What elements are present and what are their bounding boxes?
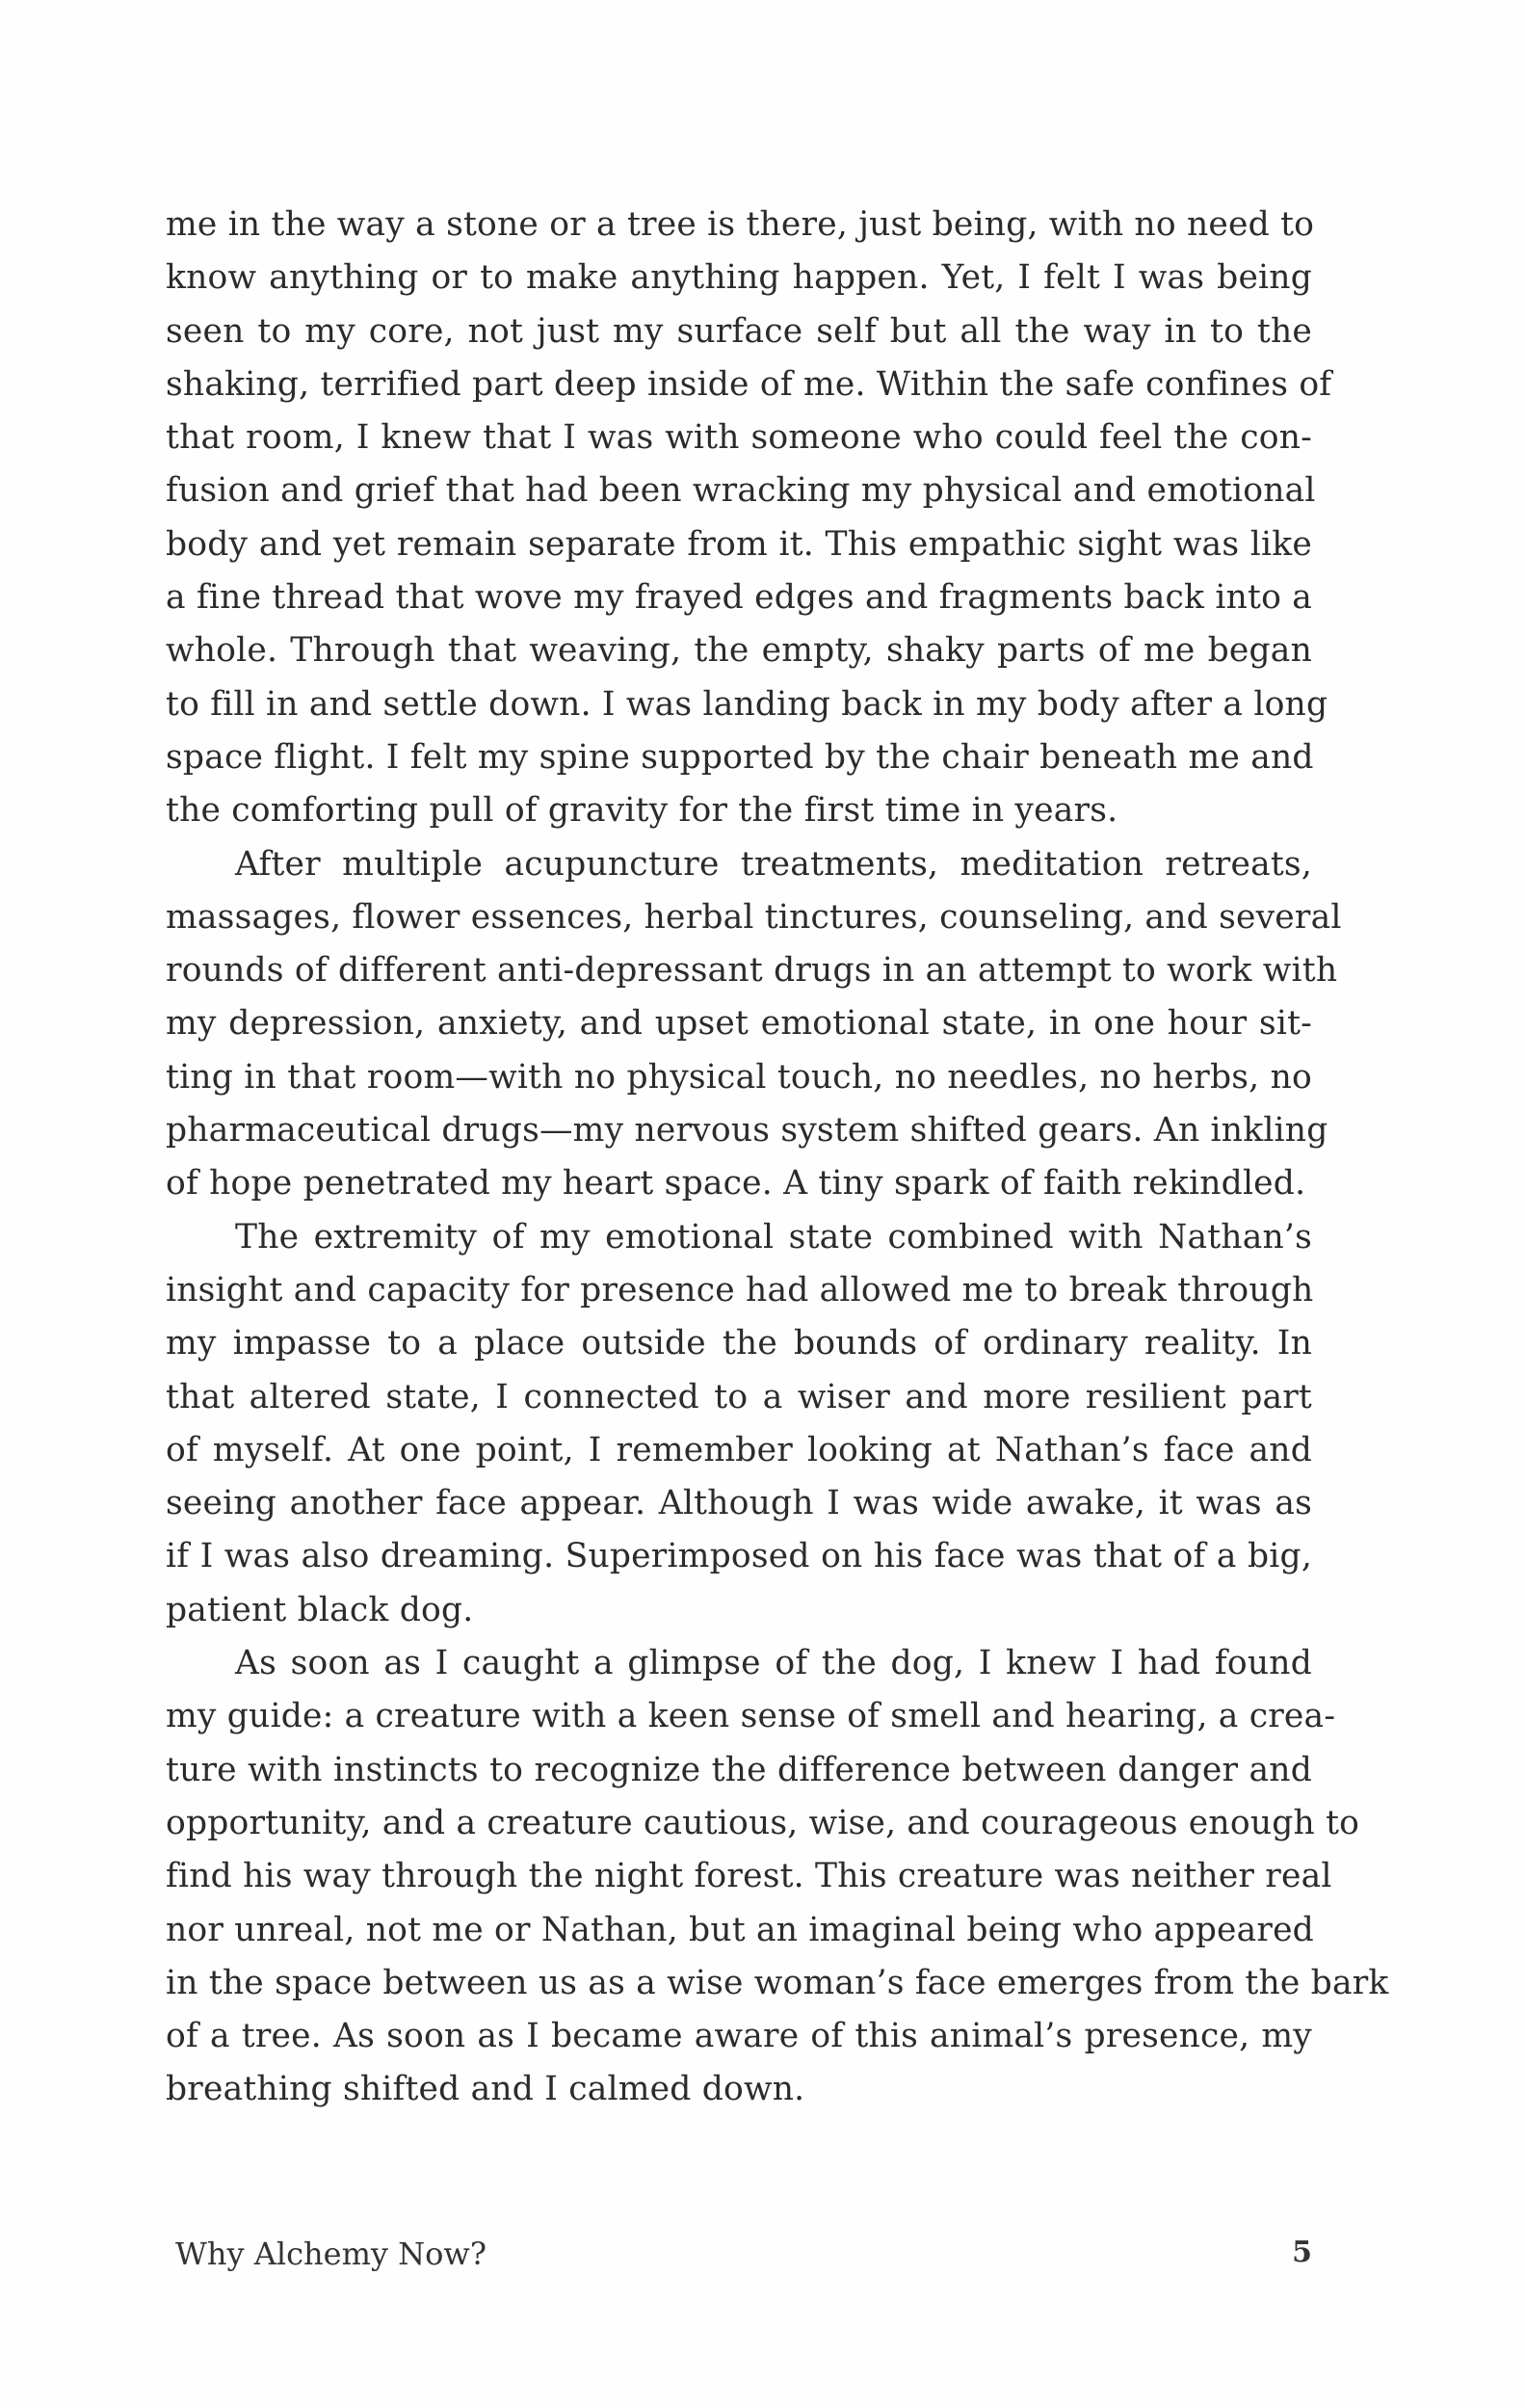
text-line: of a tree. As soon as I became aware of this animal’s presence, my xyxy=(166,2017,1312,2056)
text-line: know anything or to make anything happen. Yet, I felt I was being xyxy=(166,258,1312,298)
text-line: patient black dog. xyxy=(166,1590,474,1629)
text-line: fusion and grief that had been wracking my physical and emotional xyxy=(166,471,1316,511)
text-line: seen to my core, not just my surface self but all the way in to the xyxy=(166,311,1312,351)
text-line: of myself. At one point, I remember looking at Nathan’s face and xyxy=(166,1430,1312,1469)
text-line: me in the way a stone or a tree is there, just being, with no need to xyxy=(166,205,1315,244)
text-line: space flight. I felt my spine supported by the chair beneath me and xyxy=(166,737,1314,777)
text-line: pharmaceutical drugs—my nervous system shifted gears. An inkling xyxy=(166,1111,1328,1151)
text-line: the comforting pull of gravity for the first time in years. xyxy=(166,791,1118,831)
text-line: The extremity of my emotional state combined with Nathan’s xyxy=(235,1217,1312,1257)
text-line: nor unreal, not me or Nathan, but an imaginal being who appeared xyxy=(166,1910,1314,1949)
text-line: After multiple acupuncture treatments, meditation retreats, xyxy=(235,844,1312,884)
text-line: my depression, anxiety, and upset emotional state, in one hour sit- xyxy=(166,1004,1312,1044)
text-line: insight and capacity for presence had allowed me to break through xyxy=(166,1270,1314,1310)
text-line: in the space between us as a wise woman’s face emerges from the bark xyxy=(166,1963,1389,2002)
text-line: body and yet remain separate from it. This empathic sight was like xyxy=(166,524,1312,564)
text-line: rounds of different anti-depressant drugs in an attempt to work with xyxy=(166,951,1338,991)
paragraph xyxy=(166,198,1332,838)
paragraph xyxy=(166,838,1342,1211)
text-line: whole. Through that weaving, the empty, shaky parts of me began xyxy=(166,631,1312,671)
text-line: find his way through the night forest. This creature was neither real xyxy=(166,1857,1332,1896)
text-line: shaking, terrified part deep inside of me. Within the safe confines of xyxy=(166,364,1332,404)
text-line: seeing another face appear. Although I was wide awake, it was as xyxy=(166,1484,1312,1523)
text-line: ture with instincts to recognize the difference between danger and xyxy=(166,1750,1312,1789)
text-line: if I was also dreaming. Superimposed on his face was that of a big, xyxy=(166,1537,1312,1576)
paragraph xyxy=(166,1637,1389,2117)
text-line: my guide: a creature with a keen sense of smell and hearing, a crea- xyxy=(166,1697,1336,1736)
text-line: breathing shifted and I calmed down. xyxy=(166,2070,805,2109)
text-line: of hope penetrated my heart space. A tiny spark of faith rekindled. xyxy=(166,1164,1306,1204)
text-line: As soon as I caught a glimpse of the dog, I knew I had found xyxy=(235,1644,1312,1683)
text-line: massages, flower essences, herbal tinctures, counseling, and several xyxy=(166,897,1342,937)
text-line: my impasse to a place outside the bounds of ordinary reality. In xyxy=(166,1324,1312,1363)
page-number: 5 xyxy=(1292,2236,1312,2269)
text-line: ting in that room—with no physical touch, no needles, no herbs, no xyxy=(166,1057,1312,1097)
text-line: to fill in and settle down. I was landing back in my body after a long xyxy=(166,684,1328,724)
text-line: a fine thread that wove my frayed edges and fragments back into a xyxy=(166,578,1312,618)
body-text xyxy=(166,198,1389,2117)
running-footer-title: Why Alchemy Now? xyxy=(175,2236,486,2272)
text-line: that altered state, I connected to a wiser and more resilient part xyxy=(166,1377,1312,1416)
text-line: that room, I knew that I was with someone who could feel the con- xyxy=(166,418,1312,458)
paragraph xyxy=(166,1211,1312,1637)
text-line: opportunity, and a creature cautious, wise, and courageous enough to xyxy=(166,1803,1360,1842)
